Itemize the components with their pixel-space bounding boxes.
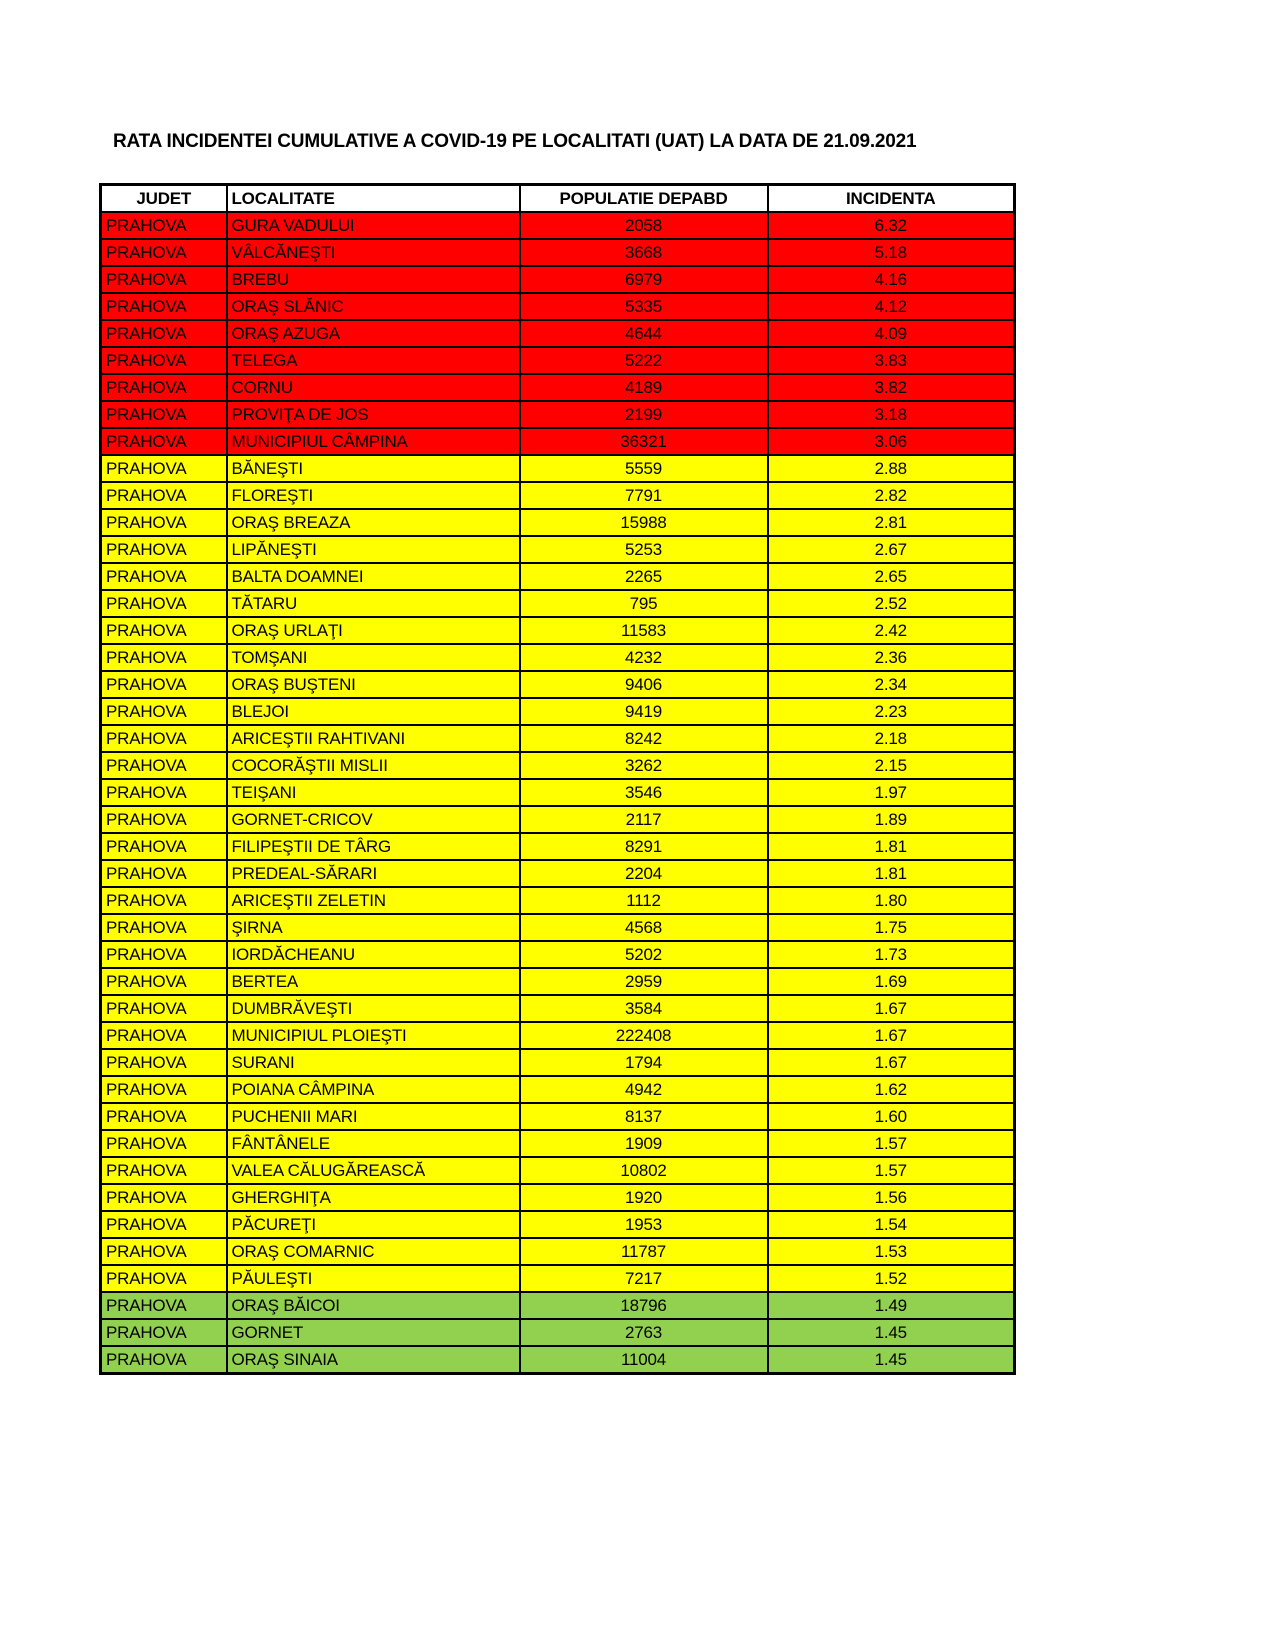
table-row xyxy=(101,590,1015,617)
cell-populatie: 11787 xyxy=(520,1238,768,1265)
table-row xyxy=(101,1103,1015,1130)
cell-localitate: TEIŞANI xyxy=(227,779,520,806)
cell-judet: PRAHOVA xyxy=(101,1292,227,1319)
cell-localitate: ORAŞ COMARNIC xyxy=(227,1238,520,1265)
cell-localitate: BLEJOI xyxy=(227,698,520,725)
cell-populatie: 5253 xyxy=(520,536,768,563)
cell-incidenta: 3.06 xyxy=(768,428,1015,455)
cell-populatie: 9406 xyxy=(520,671,768,698)
cell-incidenta: 2.65 xyxy=(768,563,1015,590)
cell-judet: PRAHOVA xyxy=(101,1103,227,1130)
cell-populatie: 18796 xyxy=(520,1292,768,1319)
cell-localitate: ORAŞ URLAŢI xyxy=(227,617,520,644)
cell-localitate: BALTA DOAMNEI xyxy=(227,563,520,590)
cell-judet: PRAHOVA xyxy=(101,1184,227,1211)
table-row xyxy=(101,1049,1015,1076)
cell-populatie: 4644 xyxy=(520,320,768,347)
table-row xyxy=(101,455,1015,482)
cell-incidenta: 1.81 xyxy=(768,833,1015,860)
cell-populatie: 4189 xyxy=(520,374,768,401)
cell-judet: PRAHOVA xyxy=(101,644,227,671)
table-row xyxy=(101,806,1015,833)
cell-populatie: 36321 xyxy=(520,428,768,455)
cell-localitate: GORNET-CRICOV xyxy=(227,806,520,833)
cell-incidenta: 3.18 xyxy=(768,401,1015,428)
cell-judet: PRAHOVA xyxy=(101,266,227,293)
cell-incidenta: 1.54 xyxy=(768,1211,1015,1238)
cell-localitate: FILIPEŞTII DE TÂRG xyxy=(227,833,520,860)
table-row xyxy=(101,1157,1015,1184)
cell-judet: PRAHOVA xyxy=(101,509,227,536)
table-row xyxy=(101,914,1015,941)
table-row xyxy=(101,293,1015,320)
cell-localitate: FÂNTÂNELE xyxy=(227,1130,520,1157)
cell-incidenta: 1.62 xyxy=(768,1076,1015,1103)
cell-localitate: ŞIRNA xyxy=(227,914,520,941)
cell-localitate: GHERGHIŢA xyxy=(227,1184,520,1211)
cell-populatie: 7791 xyxy=(520,482,768,509)
cell-populatie: 2959 xyxy=(520,968,768,995)
cell-localitate: BREBU xyxy=(227,266,520,293)
table-row xyxy=(101,698,1015,725)
cell-incidenta: 2.82 xyxy=(768,482,1015,509)
cell-incidenta: 2.34 xyxy=(768,671,1015,698)
cell-judet: PRAHOVA xyxy=(101,617,227,644)
table-row xyxy=(101,941,1015,968)
cell-populatie: 3668 xyxy=(520,239,768,266)
cell-incidenta: 1.73 xyxy=(768,941,1015,968)
cell-judet: PRAHOVA xyxy=(101,1346,227,1374)
cell-judet: PRAHOVA xyxy=(101,347,227,374)
cell-incidenta: 4.16 xyxy=(768,266,1015,293)
cell-incidenta: 1.57 xyxy=(768,1130,1015,1157)
cell-judet: PRAHOVA xyxy=(101,563,227,590)
table-row xyxy=(101,995,1015,1022)
cell-judet: PRAHOVA xyxy=(101,995,227,1022)
cell-judet: PRAHOVA xyxy=(101,482,227,509)
table-row xyxy=(101,1238,1015,1265)
cell-localitate: TELEGA xyxy=(227,347,520,374)
table-row xyxy=(101,644,1015,671)
table-row xyxy=(101,1130,1015,1157)
table-body xyxy=(101,212,1015,1374)
cell-populatie: 7217 xyxy=(520,1265,768,1292)
cell-incidenta: 2.42 xyxy=(768,617,1015,644)
cell-judet: PRAHOVA xyxy=(101,914,227,941)
cell-localitate: ORAŞ BUŞTENI xyxy=(227,671,520,698)
cell-localitate: ORAŞ BREAZA xyxy=(227,509,520,536)
cell-localitate: VALEA CĂLUGĂREASCĂ xyxy=(227,1157,520,1184)
cell-incidenta: 1.81 xyxy=(768,860,1015,887)
cell-incidenta: 1.53 xyxy=(768,1238,1015,1265)
cell-incidenta: 1.67 xyxy=(768,1022,1015,1049)
cell-populatie: 6979 xyxy=(520,266,768,293)
cell-judet: PRAHOVA xyxy=(101,1076,227,1103)
cell-judet: PRAHOVA xyxy=(101,941,227,968)
cell-incidenta: 2.67 xyxy=(768,536,1015,563)
cell-incidenta: 3.83 xyxy=(768,347,1015,374)
cell-incidenta: 4.12 xyxy=(768,293,1015,320)
cell-judet: PRAHOVA xyxy=(101,698,227,725)
cell-judet: PRAHOVA xyxy=(101,1130,227,1157)
cell-judet: PRAHOVA xyxy=(101,428,227,455)
cell-incidenta: 2.81 xyxy=(768,509,1015,536)
cell-populatie: 11004 xyxy=(520,1346,768,1374)
table-row xyxy=(101,1022,1015,1049)
cell-incidenta: 1.67 xyxy=(768,995,1015,1022)
cell-judet: PRAHOVA xyxy=(101,725,227,752)
cell-populatie: 1112 xyxy=(520,887,768,914)
cell-judet: PRAHOVA xyxy=(101,239,227,266)
cell-judet: PRAHOVA xyxy=(101,752,227,779)
table-row xyxy=(101,1184,1015,1211)
table-row xyxy=(101,1265,1015,1292)
cell-populatie: 5222 xyxy=(520,347,768,374)
table-row xyxy=(101,482,1015,509)
cell-incidenta: 1.67 xyxy=(768,1049,1015,1076)
table-row xyxy=(101,887,1015,914)
cell-incidenta: 3.82 xyxy=(768,374,1015,401)
cell-incidenta: 1.56 xyxy=(768,1184,1015,1211)
column-header-populatie: POPULATIE DEPABD xyxy=(520,185,768,213)
cell-incidenta: 4.09 xyxy=(768,320,1015,347)
cell-judet: PRAHOVA xyxy=(101,671,227,698)
cell-populatie: 4568 xyxy=(520,914,768,941)
cell-localitate: GURA VADULUI xyxy=(227,212,520,239)
table-row xyxy=(101,320,1015,347)
cell-localitate: BERTEA xyxy=(227,968,520,995)
cell-populatie: 1794 xyxy=(520,1049,768,1076)
cell-judet: PRAHOVA xyxy=(101,833,227,860)
cell-populatie: 8242 xyxy=(520,725,768,752)
cell-incidenta: 1.45 xyxy=(768,1319,1015,1346)
table-row xyxy=(101,833,1015,860)
cell-localitate: PREDEAL-SĂRARI xyxy=(227,860,520,887)
cell-localitate: PĂULEŞTI xyxy=(227,1265,520,1292)
cell-incidenta: 1.69 xyxy=(768,968,1015,995)
table-row xyxy=(101,239,1015,266)
cell-localitate: ARICEŞTII RAHTIVANI xyxy=(227,725,520,752)
table-row xyxy=(101,860,1015,887)
cell-localitate: PUCHENII MARI xyxy=(227,1103,520,1130)
cell-localitate: POIANA CÂMPINA xyxy=(227,1076,520,1103)
cell-populatie: 2117 xyxy=(520,806,768,833)
cell-incidenta: 1.97 xyxy=(768,779,1015,806)
cell-populatie: 3546 xyxy=(520,779,768,806)
cell-localitate: CORNU xyxy=(227,374,520,401)
cell-populatie: 2058 xyxy=(520,212,768,239)
cell-populatie: 8291 xyxy=(520,833,768,860)
cell-populatie: 2204 xyxy=(520,860,768,887)
cell-localitate: DUMBRĂVEŞTI xyxy=(227,995,520,1022)
table-row xyxy=(101,1292,1015,1319)
cell-localitate: ORAŞ AZUGA xyxy=(227,320,520,347)
cell-localitate: LIPĂNEŞTI xyxy=(227,536,520,563)
cell-populatie: 9419 xyxy=(520,698,768,725)
table-row xyxy=(101,1346,1015,1374)
header-row xyxy=(101,185,1015,213)
table-row xyxy=(101,563,1015,590)
cell-localitate: ORAŞ SLĂNIC xyxy=(227,293,520,320)
cell-judet: PRAHOVA xyxy=(101,806,227,833)
table-row xyxy=(101,779,1015,806)
cell-localitate: COCORĂŞTII MISLII xyxy=(227,752,520,779)
cell-judet: PRAHOVA xyxy=(101,1238,227,1265)
cell-judet: PRAHOVA xyxy=(101,401,227,428)
cell-judet: PRAHOVA xyxy=(101,374,227,401)
table-row xyxy=(101,374,1015,401)
cell-judet: PRAHOVA xyxy=(101,968,227,995)
cell-judet: PRAHOVA xyxy=(101,1265,227,1292)
cell-localitate: VÂLCĂNEŞTI xyxy=(227,239,520,266)
cell-incidenta: 1.45 xyxy=(768,1346,1015,1374)
cell-localitate: ORAŞ BĂICOI xyxy=(227,1292,520,1319)
cell-judet: PRAHOVA xyxy=(101,860,227,887)
cell-populatie: 4942 xyxy=(520,1076,768,1103)
cell-localitate: SURANI xyxy=(227,1049,520,1076)
cell-localitate: ARICEŞTII ZELETIN xyxy=(227,887,520,914)
cell-incidenta: 1.75 xyxy=(768,914,1015,941)
column-header-localitate: LOCALITATE xyxy=(227,185,520,213)
cell-judet: PRAHOVA xyxy=(101,1319,227,1346)
cell-incidenta: 6.32 xyxy=(768,212,1015,239)
cell-populatie: 10802 xyxy=(520,1157,768,1184)
cell-incidenta: 1.89 xyxy=(768,806,1015,833)
cell-incidenta: 1.60 xyxy=(768,1103,1015,1130)
cell-judet: PRAHOVA xyxy=(101,779,227,806)
cell-localitate: TOMŞANI xyxy=(227,644,520,671)
page-title: RATA INCIDENTEI CUMULATIVE A COVID-19 PE LOCALITATI (UAT) LA DATA DE 21.09.2021 xyxy=(113,131,917,152)
cell-populatie: 2763 xyxy=(520,1319,768,1346)
cell-localitate: TĂTARU xyxy=(227,590,520,617)
table-row xyxy=(101,266,1015,293)
cell-populatie: 2265 xyxy=(520,563,768,590)
cell-localitate: PĂCUREŢI xyxy=(227,1211,520,1238)
table-row xyxy=(101,1211,1015,1238)
table-row xyxy=(101,1319,1015,1346)
cell-populatie: 2199 xyxy=(520,401,768,428)
cell-populatie: 5202 xyxy=(520,941,768,968)
cell-populatie: 4232 xyxy=(520,644,768,671)
cell-localitate: IORDĂCHEANU xyxy=(227,941,520,968)
cell-localitate: MUNICIPIUL PLOIEŞTI xyxy=(227,1022,520,1049)
cell-populatie: 8137 xyxy=(520,1103,768,1130)
cell-incidenta: 2.15 xyxy=(768,752,1015,779)
table-header xyxy=(101,185,1015,213)
table-row xyxy=(101,752,1015,779)
cell-populatie: 15988 xyxy=(520,509,768,536)
table-row xyxy=(101,968,1015,995)
cell-localitate: FLOREŞTI xyxy=(227,482,520,509)
cell-incidenta: 2.88 xyxy=(768,455,1015,482)
table-row xyxy=(101,617,1015,644)
table-row xyxy=(101,671,1015,698)
cell-populatie: 11583 xyxy=(520,617,768,644)
table-row xyxy=(101,725,1015,752)
cell-judet: PRAHOVA xyxy=(101,1211,227,1238)
cell-incidenta: 1.57 xyxy=(768,1157,1015,1184)
table-row xyxy=(101,536,1015,563)
cell-localitate: MUNICIPIUL CÂMPINA xyxy=(227,428,520,455)
cell-populatie: 1920 xyxy=(520,1184,768,1211)
cell-incidenta: 2.36 xyxy=(768,644,1015,671)
cell-localitate: BĂNEŞTI xyxy=(227,455,520,482)
incidence-table xyxy=(99,183,1016,1375)
cell-localitate: ORAŞ SINAIA xyxy=(227,1346,520,1374)
cell-judet: PRAHOVA xyxy=(101,1157,227,1184)
cell-localitate: GORNET xyxy=(227,1319,520,1346)
cell-judet: PRAHOVA xyxy=(101,536,227,563)
cell-populatie: 3262 xyxy=(520,752,768,779)
cell-localitate: PROVIŢA DE JOS xyxy=(227,401,520,428)
cell-incidenta: 1.52 xyxy=(768,1265,1015,1292)
column-header-judet: JUDET xyxy=(101,185,227,213)
cell-populatie: 1909 xyxy=(520,1130,768,1157)
table-row xyxy=(101,509,1015,536)
cell-judet: PRAHOVA xyxy=(101,320,227,347)
table-row xyxy=(101,212,1015,239)
table-row xyxy=(101,401,1015,428)
column-header-incidenta: INCIDENTA xyxy=(768,185,1015,213)
cell-judet: PRAHOVA xyxy=(101,293,227,320)
cell-populatie: 795 xyxy=(520,590,768,617)
cell-judet: PRAHOVA xyxy=(101,1022,227,1049)
cell-populatie: 5559 xyxy=(520,455,768,482)
cell-judet: PRAHOVA xyxy=(101,212,227,239)
table-row xyxy=(101,347,1015,374)
cell-incidenta: 2.23 xyxy=(768,698,1015,725)
cell-judet: PRAHOVA xyxy=(101,1049,227,1076)
cell-judet: PRAHOVA xyxy=(101,887,227,914)
cell-populatie: 222408 xyxy=(520,1022,768,1049)
cell-incidenta: 1.80 xyxy=(768,887,1015,914)
cell-incidenta: 1.49 xyxy=(768,1292,1015,1319)
cell-incidenta: 5.18 xyxy=(768,239,1015,266)
cell-populatie: 5335 xyxy=(520,293,768,320)
cell-judet: PRAHOVA xyxy=(101,455,227,482)
cell-populatie: 3584 xyxy=(520,995,768,1022)
cell-judet: PRAHOVA xyxy=(101,590,227,617)
cell-incidenta: 2.18 xyxy=(768,725,1015,752)
cell-incidenta: 2.52 xyxy=(768,590,1015,617)
cell-populatie: 1953 xyxy=(520,1211,768,1238)
table-row xyxy=(101,1076,1015,1103)
table-row xyxy=(101,428,1015,455)
